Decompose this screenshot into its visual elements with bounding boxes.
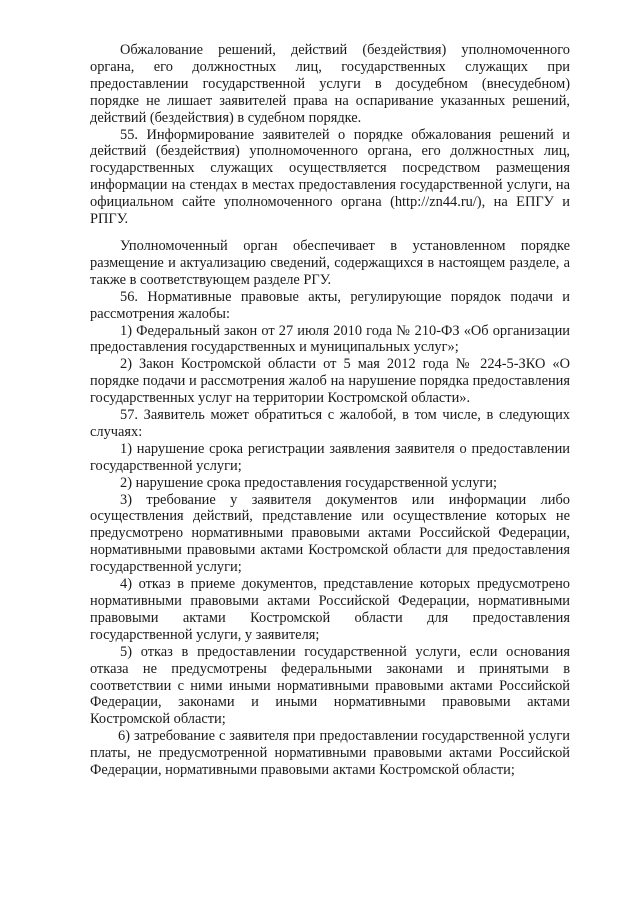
- paragraph-authority-duty: Уполномоченный орган обеспечивает в установленном порядке размещение и актуализацию сведений, содержащихся в настоящем разделе, а также в соответствующем разделе РГУ.: [90, 237, 570, 288]
- paragraph-appeal-rights: Обжалование решений, действий (бездействия) уполномоченного органа, его должностных лиц, государственных служащих при предоставлении государственной услуги в досудебном (внесудебном) порядке не лишает заявителей права на оспаривание указанных решений, действий (бездействия) в судебном порядке.: [90, 42, 570, 126]
- document-body: [90, 42, 570, 779]
- paragraph-57-item-1: 1) нарушение срока регистрации заявления заявителя о предоставлении государственной услуги;: [90, 440, 570, 474]
- paragraph-57-item-4: 4) отказ в приеме документов, представление которых предусмотрено нормативными правовыми актами Российской Федерации, нормативными правовыми актами Костромской области для предоставления государственной услуги, у заявителя;: [90, 576, 570, 643]
- paragraph-57-item-2: 2) нарушение срока предоставления государственной услуги;: [120, 474, 497, 491]
- paragraph-56-item-1: 1) Федеральный закон от 27 июля 2010 года № 210-ФЗ «Об организации предоставления государственных и муниципальных услуг»;: [90, 322, 570, 356]
- paragraph-56-item-2: 2) Закон Костромской области от 5 мая 2012 года № 224-5-ЗКО «О порядке подачи и рассмотрения жалоб на нарушение порядка предоставления государственных услуг на территории Костромской области».: [90, 356, 570, 407]
- paragraph-57: 57. Заявитель может обратиться с жалобой, в том числе, в следующих случаях:: [90, 407, 570, 440]
- paragraph-56: 56. Нормативные правовые акты, регулирующие порядок подачи и рассмотрения жалобы:: [90, 288, 570, 322]
- paragraph-57-item-6: 6) затребование с заявителя при предоставлении государственной услуги платы, не предусмотренной нормативными правовыми актами Российской Федерации, нормативными правовыми актами Костромской области;: [90, 728, 570, 779]
- paragraph-57-item-3: 3) требование у заявителя документов или информации либо осуществления действий, представление или осуществление которых не предусмотрено нормативными правовыми актами Российской Федерации, нормативными правовыми актами Костромской области для предоставления государственной услуги;: [90, 491, 570, 576]
- paragraph-55: 55. Информирование заявителей о порядке обжалования решений и действий (бездействия) уполномоченного органа, его должностных лиц, государственных служащих осуществляется посредством размещения информации на стендах в местах предоставления государственной услуги, на официальном сайте уполномоченного органа (http://zn44.ru/), на ЕПГУ и РПГУ.: [90, 126, 570, 228]
- paragraph-57-item-5: 5) отказ в предоставлении государственной услуги, если основания отказа не предусмотрены федеральными законами и принятыми в соответствии с ними иными нормативными правовыми актами Российской Федерации, законами и иными нормативными правовыми актами Костромской области;: [90, 643, 570, 728]
